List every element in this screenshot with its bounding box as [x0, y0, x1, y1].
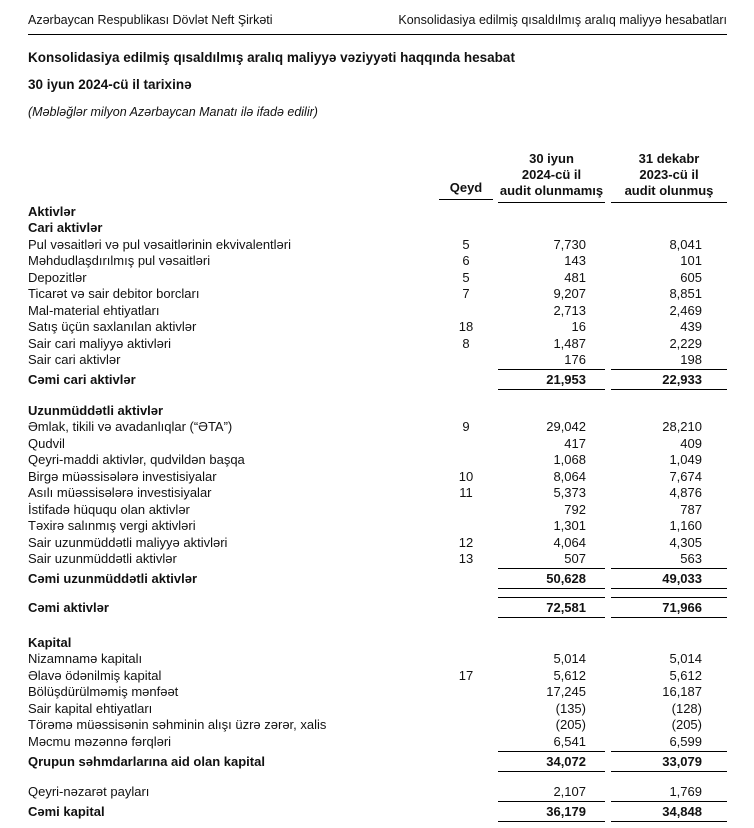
row-value-2023: 34,848: [611, 801, 727, 822]
row-label: Aktivlər: [28, 203, 76, 219]
row-value-2024: 176: [564, 352, 586, 368]
report-title: Konsolidasiya edilmiş qısaldılmış aralıq maliyyə vəziyyəti haqqında hesabat: [28, 50, 515, 65]
table-row: [28, 551, 727, 568]
table-row: [28, 335, 727, 352]
row-note: 6: [462, 253, 470, 269]
row-label: Qudvil: [28, 435, 65, 451]
row-value-2023: 2,469: [669, 302, 702, 318]
table-row: [28, 751, 727, 772]
row-note: 17: [458, 667, 474, 683]
header-report-type: Konsolidasiya edilmiş qısaldılmış aralıq maliyyə hesabatları: [398, 13, 727, 27]
row-value-2024: 1,068: [553, 452, 586, 468]
table-row: [28, 203, 727, 220]
row-value-2024: 50,628: [498, 568, 605, 589]
header-divider: [28, 34, 727, 35]
row-label: İstifadə hüququ olan aktivlər: [28, 501, 190, 517]
row-value-2024: 29,042: [546, 419, 586, 435]
table-row: [28, 801, 727, 822]
row-value-2023: 1,769: [669, 784, 702, 800]
row-value-2023: 33,079: [611, 751, 727, 772]
row-value-2023: 439: [680, 319, 702, 335]
row-value-2023: (205): [671, 717, 702, 733]
row-note: 5: [462, 269, 470, 285]
row-label: Kapital: [28, 634, 72, 650]
row-value-2024: 481: [564, 269, 586, 285]
row-value-2023: 198: [680, 352, 702, 368]
row-label: Cəmi aktivlər: [28, 600, 109, 615]
row-label: Bölüşdürülməmiş mənfəət: [28, 684, 179, 700]
row-value-2023: (128): [671, 700, 702, 716]
row-label: Ticarət və sair debitor borcları: [28, 286, 200, 302]
table-row: [28, 589, 727, 596]
row-label: Qeyri-nəzarət payları: [28, 784, 150, 800]
table-row: [28, 286, 727, 303]
table-row: [28, 435, 727, 452]
row-label: Sair cari aktivlər: [28, 352, 121, 368]
row-label: Əmlak, tikili və avadanlıqlar (“ƏTA”): [28, 419, 233, 435]
row-label: Cəmi uzunmüddətli aktivlər: [28, 571, 198, 586]
row-value-2024: 792: [564, 501, 586, 517]
row-label: Təxirə salınmış vergi aktivləri: [28, 518, 196, 534]
table-row: [28, 568, 727, 589]
table-row: [28, 700, 727, 717]
row-note: 8: [462, 335, 470, 351]
row-label: Qrupun səhmdarlarına aid olan kapital: [28, 753, 265, 769]
column-header-2023-line3: audit olunmuş: [624, 183, 714, 198]
table-row: [28, 402, 727, 419]
row-note: 11: [459, 485, 473, 501]
row-value-2023: 605: [680, 269, 702, 285]
row-label: Cəmi kapital: [28, 804, 105, 819]
row-label: Sair uzunmüddətli maliyyə aktivləri: [28, 534, 228, 550]
row-label: Cari aktivlər: [28, 220, 103, 236]
note-column-label: Qeyd: [439, 180, 493, 200]
table-row: [28, 534, 727, 551]
row-value-2024: 9,207: [553, 286, 586, 302]
units-note: (Məbləğlər milyon Azərbaycan Manatı ilə ifadə edilir): [28, 105, 318, 119]
header-company-name: Azərbaycan Respublikası Dövlət Neft Şirkəti: [28, 13, 273, 27]
report-date: 30 iyun 2024-cü il tarixinə: [28, 77, 192, 92]
table-row: [28, 651, 727, 668]
column-header-2023-line2: 2023-cü il: [639, 167, 699, 182]
row-value-2023: 22,933: [611, 369, 727, 390]
table-row: [28, 452, 727, 469]
row-value-2024: 7,730: [553, 236, 586, 252]
row-label: Nizamnamə kapitalı: [28, 651, 143, 667]
table-row: [28, 419, 727, 436]
row-value-2023: 4,876: [669, 485, 702, 501]
table-row: [28, 390, 727, 402]
table-row: [28, 784, 727, 801]
row-label: Sair kapital ehtiyatları: [28, 700, 153, 716]
row-value-2023: 71,966: [611, 597, 727, 618]
row-value-2023: 7,674: [669, 468, 702, 484]
row-label: Qeyri-maddi aktivlər, qudvildən başqa: [28, 452, 245, 468]
table-row: [28, 236, 727, 253]
table-row: [28, 302, 727, 319]
row-label: Məhdudlaşdırılmış pul vəsaitləri: [28, 253, 211, 269]
row-value-2024: 16: [571, 319, 586, 335]
row-note: 7: [462, 286, 470, 302]
row-value-2024: 507: [564, 551, 586, 567]
row-label: Depozitlər: [28, 269, 87, 285]
table-row: [28, 220, 727, 237]
column-header-2024-line2: 2024-cü il: [521, 167, 582, 182]
column-header-2023-line1: 31 dekabr: [638, 151, 700, 166]
row-value-2023: 2,229: [669, 335, 702, 351]
row-value-2024: 36,179: [498, 801, 605, 822]
row-value-2023: 49,033: [611, 568, 727, 589]
row-value-2023: 409: [680, 435, 702, 451]
row-label: Satış üçün saxlanılan aktivlər: [28, 319, 197, 335]
row-value-2024: 21,953: [498, 369, 605, 390]
table-row: [28, 717, 727, 734]
row-value-2023: 5,014: [669, 651, 702, 667]
row-value-2024: (135): [555, 700, 586, 716]
row-value-2023: 5,612: [669, 667, 702, 683]
row-value-2023: 1,160: [669, 518, 702, 534]
row-label: Mal-material ehtiyatları: [28, 302, 160, 318]
row-note: 5: [462, 236, 470, 252]
table-header: [28, 151, 727, 203]
row-note: 12: [458, 534, 474, 550]
table-body: [28, 203, 727, 822]
row-label: Məcmu məzənnə fərqləri: [28, 733, 172, 749]
table-row: [28, 468, 727, 485]
row-label: Sair cari maliyyə aktivləri: [28, 335, 172, 351]
row-value-2023: 101: [680, 253, 702, 269]
balance-sheet-table: [28, 151, 727, 822]
table-row: [28, 319, 727, 336]
column-header-2024-line3: audit olunmamış: [499, 183, 604, 198]
row-value-2023: 1,049: [669, 452, 702, 468]
row-value-2023: 6,599: [669, 733, 702, 749]
row-value-2024: 1,487: [553, 335, 586, 351]
row-value-2024: 8,064: [553, 468, 586, 484]
row-label: Birgə müəssisələrə investisiyalar: [28, 468, 217, 484]
row-value-2024: (205): [555, 717, 586, 733]
row-label: Törəmə müəssisənin səhminin alışı üzrə zərər, xalis: [28, 717, 327, 733]
table-row: [28, 501, 727, 518]
row-note: 9: [462, 419, 470, 435]
row-value-2024: 5,014: [553, 651, 586, 667]
document-header: [28, 8, 727, 27]
row-value-2023: 8,851: [669, 286, 702, 302]
table-row: [28, 597, 727, 618]
row-value-2023: 8,041: [669, 236, 702, 252]
row-value-2024: 17,245: [546, 684, 586, 700]
row-label: Əlavə ödənilmiş kapital: [28, 667, 162, 683]
row-note: 10: [458, 468, 474, 484]
table-row: [28, 618, 727, 634]
row-value-2024: 5,373: [553, 485, 586, 501]
table-row: [28, 667, 727, 684]
row-label: Sair uzunmüddətli aktivlər: [28, 551, 177, 567]
row-value-2024: 6,541: [553, 733, 586, 749]
row-label: Cəmi cari aktivlər: [28, 372, 136, 387]
row-value-2023: 28,210: [662, 419, 702, 435]
row-value-2024: 143: [564, 253, 586, 269]
table-row: [28, 352, 727, 369]
row-value-2024: 2,107: [553, 784, 586, 800]
table-row: [28, 634, 727, 651]
table-row: [28, 518, 727, 535]
column-header-note: [434, 180, 498, 203]
row-value-2024: 417: [564, 435, 586, 451]
row-value-2023: 4,305: [669, 534, 702, 550]
row-value-2024: 1,301: [553, 518, 586, 534]
row-note: 18: [458, 319, 474, 335]
row-label: Asılı müəssisələrə investisiyalar: [28, 485, 212, 501]
row-value-2024: 2,713: [553, 302, 586, 318]
row-label: Uzunmüddətli aktivlər: [28, 402, 164, 418]
row-value-2023: 16,187: [662, 684, 702, 700]
row-value-2024: 4,064: [553, 534, 586, 550]
column-header-2024-line1: 30 iyun: [529, 151, 574, 166]
table-row: [28, 733, 727, 750]
row-note: 13: [458, 551, 474, 567]
row-value-2024: 34,072: [498, 751, 605, 772]
table-row: [28, 369, 727, 390]
table-row: [28, 772, 727, 784]
table-row: [28, 485, 727, 502]
row-value-2024: 5,612: [553, 667, 586, 683]
table-row: [28, 684, 727, 701]
table-row: [28, 253, 727, 270]
row-label: Pul vəsaitləri və pul vəsaitlərinin ekvivalentləri: [28, 236, 292, 252]
table-row: [28, 269, 727, 286]
row-value-2023: 787: [680, 501, 702, 517]
row-value-2023: 563: [680, 551, 702, 567]
column-header-2023: [611, 151, 727, 203]
row-value-2024: 72,581: [498, 597, 605, 618]
column-header-2024: [498, 151, 605, 203]
